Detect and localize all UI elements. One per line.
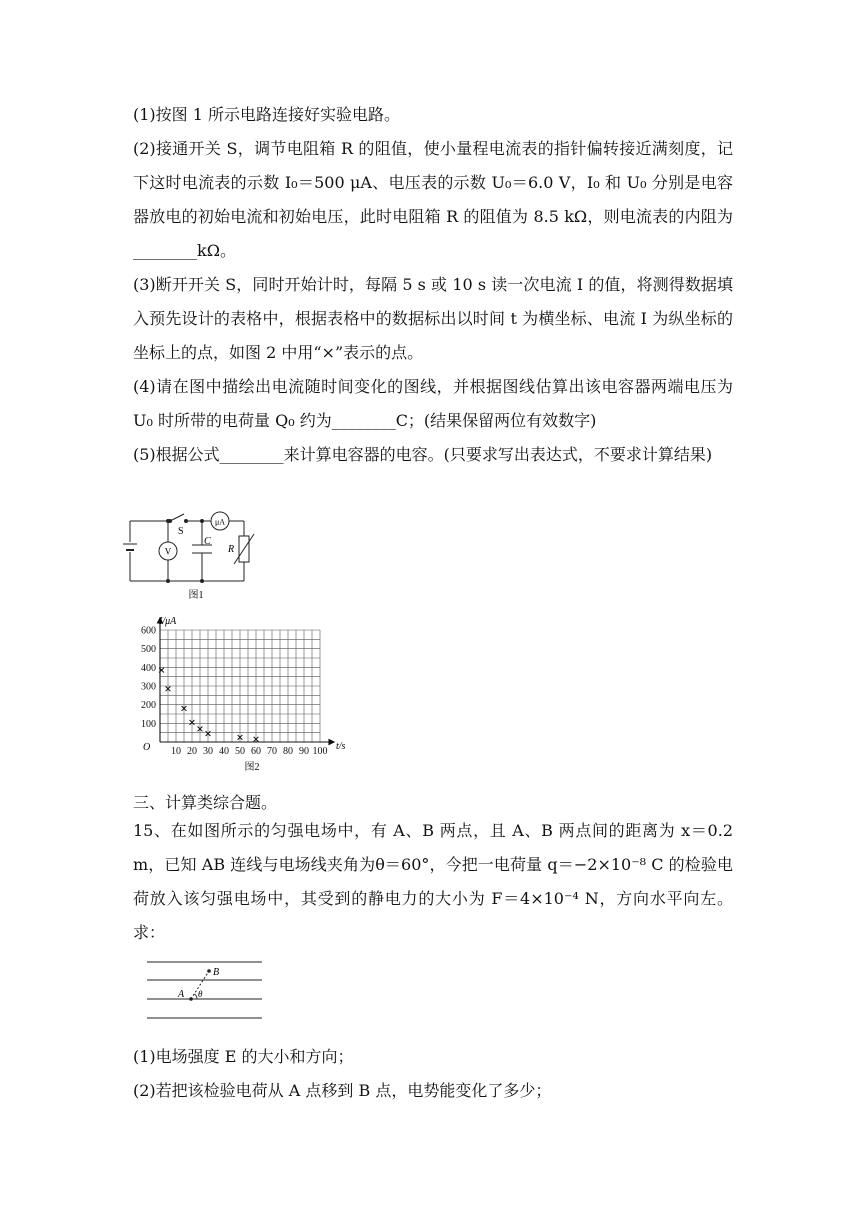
theta-arc	[195, 994, 198, 999]
rheostat-arrow	[234, 534, 254, 564]
step-4: (4)请在图中描绘出电流随时间变化的图线，并根据图线估算出该电容器两端电压为 U₀ 时所带的电荷量 Q₀ 约为________C；(结果保留两位有效数字)	[133, 377, 733, 430]
x-tick-label: 100	[312, 746, 328, 757]
point-b-label: B	[213, 967, 220, 978]
switch-label: S	[178, 526, 184, 537]
origin-label: O	[143, 742, 151, 753]
x-tick-label: 80	[283, 746, 293, 757]
x-tick-label: 20	[187, 746, 197, 757]
step-1: (1)按图 1 所示电路连接好实验电路。	[133, 105, 401, 124]
point-b	[207, 969, 211, 973]
figure-2-caption: 图2	[244, 762, 260, 773]
question-15-part-1: (1)电场强度 E 的大小和方向；	[133, 1047, 354, 1066]
x-tick-label: 90	[299, 746, 309, 757]
step-3: (3)断开开关 S，同时开始计时，每隔 5 s 或 10 s 读一次电流 I 的值，将测得数据填入预先设计的表格中，根据表格中的数据标出以时间 t 为横坐标、电流 I 为纵坐标的坐标上的点，如图 2 中用“×”表示的点。	[133, 275, 733, 362]
point-a-label: A	[178, 989, 185, 1000]
y-tick-label: 600	[141, 625, 156, 637]
x-tick-label: 70	[267, 746, 277, 757]
question-15: 15、在如图所示的匀强电场中，有 A、B 两点，且 A、B 两点间的距离为 x＝0.2 m，已知 AB 连线与电场线夹角为θ＝60°，今把一电荷量 q＝−2×10⁻⁸ C 的检验电荷放入该匀强电场中，其受到的静电力的大小为 F＝4×10⁻⁴ N，方向水平向左。求：	[133, 821, 733, 942]
field-figure	[140, 954, 270, 1030]
y-tick-label: 500	[141, 644, 156, 656]
current-time-chart	[125, 610, 375, 780]
question-15-part-2: (2)若把该检验电荷从 A 点移到 B 点，电势能变化了多少；	[133, 1081, 552, 1100]
y-tick-label: 300	[141, 681, 156, 693]
x-tick-label: 60	[251, 746, 261, 757]
resistor-label: R	[228, 544, 235, 555]
x-tick-label: 40	[219, 746, 229, 757]
x-axis-label: t/s	[336, 741, 346, 752]
step-5: (5)根据公式________来计算电容器的电容。(只要求写出表达式，不要求计算结果)	[133, 445, 713, 464]
y-tick-label: 100	[141, 718, 156, 730]
switch-blade	[170, 514, 184, 521]
y-axis-label: I/μA	[159, 616, 177, 627]
microammeter-label: μA	[214, 517, 226, 527]
section-heading: 三、计算类综合题。	[133, 793, 278, 812]
figure-1-caption: 图1	[188, 590, 204, 601]
x-axis-arrow	[329, 740, 334, 745]
y-tick-label: 400	[141, 662, 156, 674]
point-a	[189, 997, 193, 1001]
step-2: (2)接通开关 S，调节电阻箱 R 的阻值，使小量程电流表的指针偏转接近满刻度，记下这时电流表的示数 I₀＝500 μA、电压表的示数 U₀＝6.0 V，I₀ 和 U₀ 分别是电容器放电的初始电流和初始电压，此时电阻箱 R 的阻值为 8.5 kΩ，则电流表的内阻为________kΩ。	[133, 139, 733, 260]
y-tick-label: 200	[141, 700, 156, 712]
x-tick-label: 10	[171, 746, 181, 757]
circuit-diagram	[120, 506, 260, 606]
x-tick-label: 30	[203, 746, 213, 757]
voltmeter-label: V	[164, 546, 172, 557]
chart-svg	[125, 610, 375, 776]
field-diagram	[140, 954, 270, 1026]
circuit-figure	[120, 506, 260, 610]
x-tick-label: 50	[235, 746, 245, 757]
capacitor-label: C	[204, 536, 211, 547]
theta-label: θ	[198, 989, 203, 999]
